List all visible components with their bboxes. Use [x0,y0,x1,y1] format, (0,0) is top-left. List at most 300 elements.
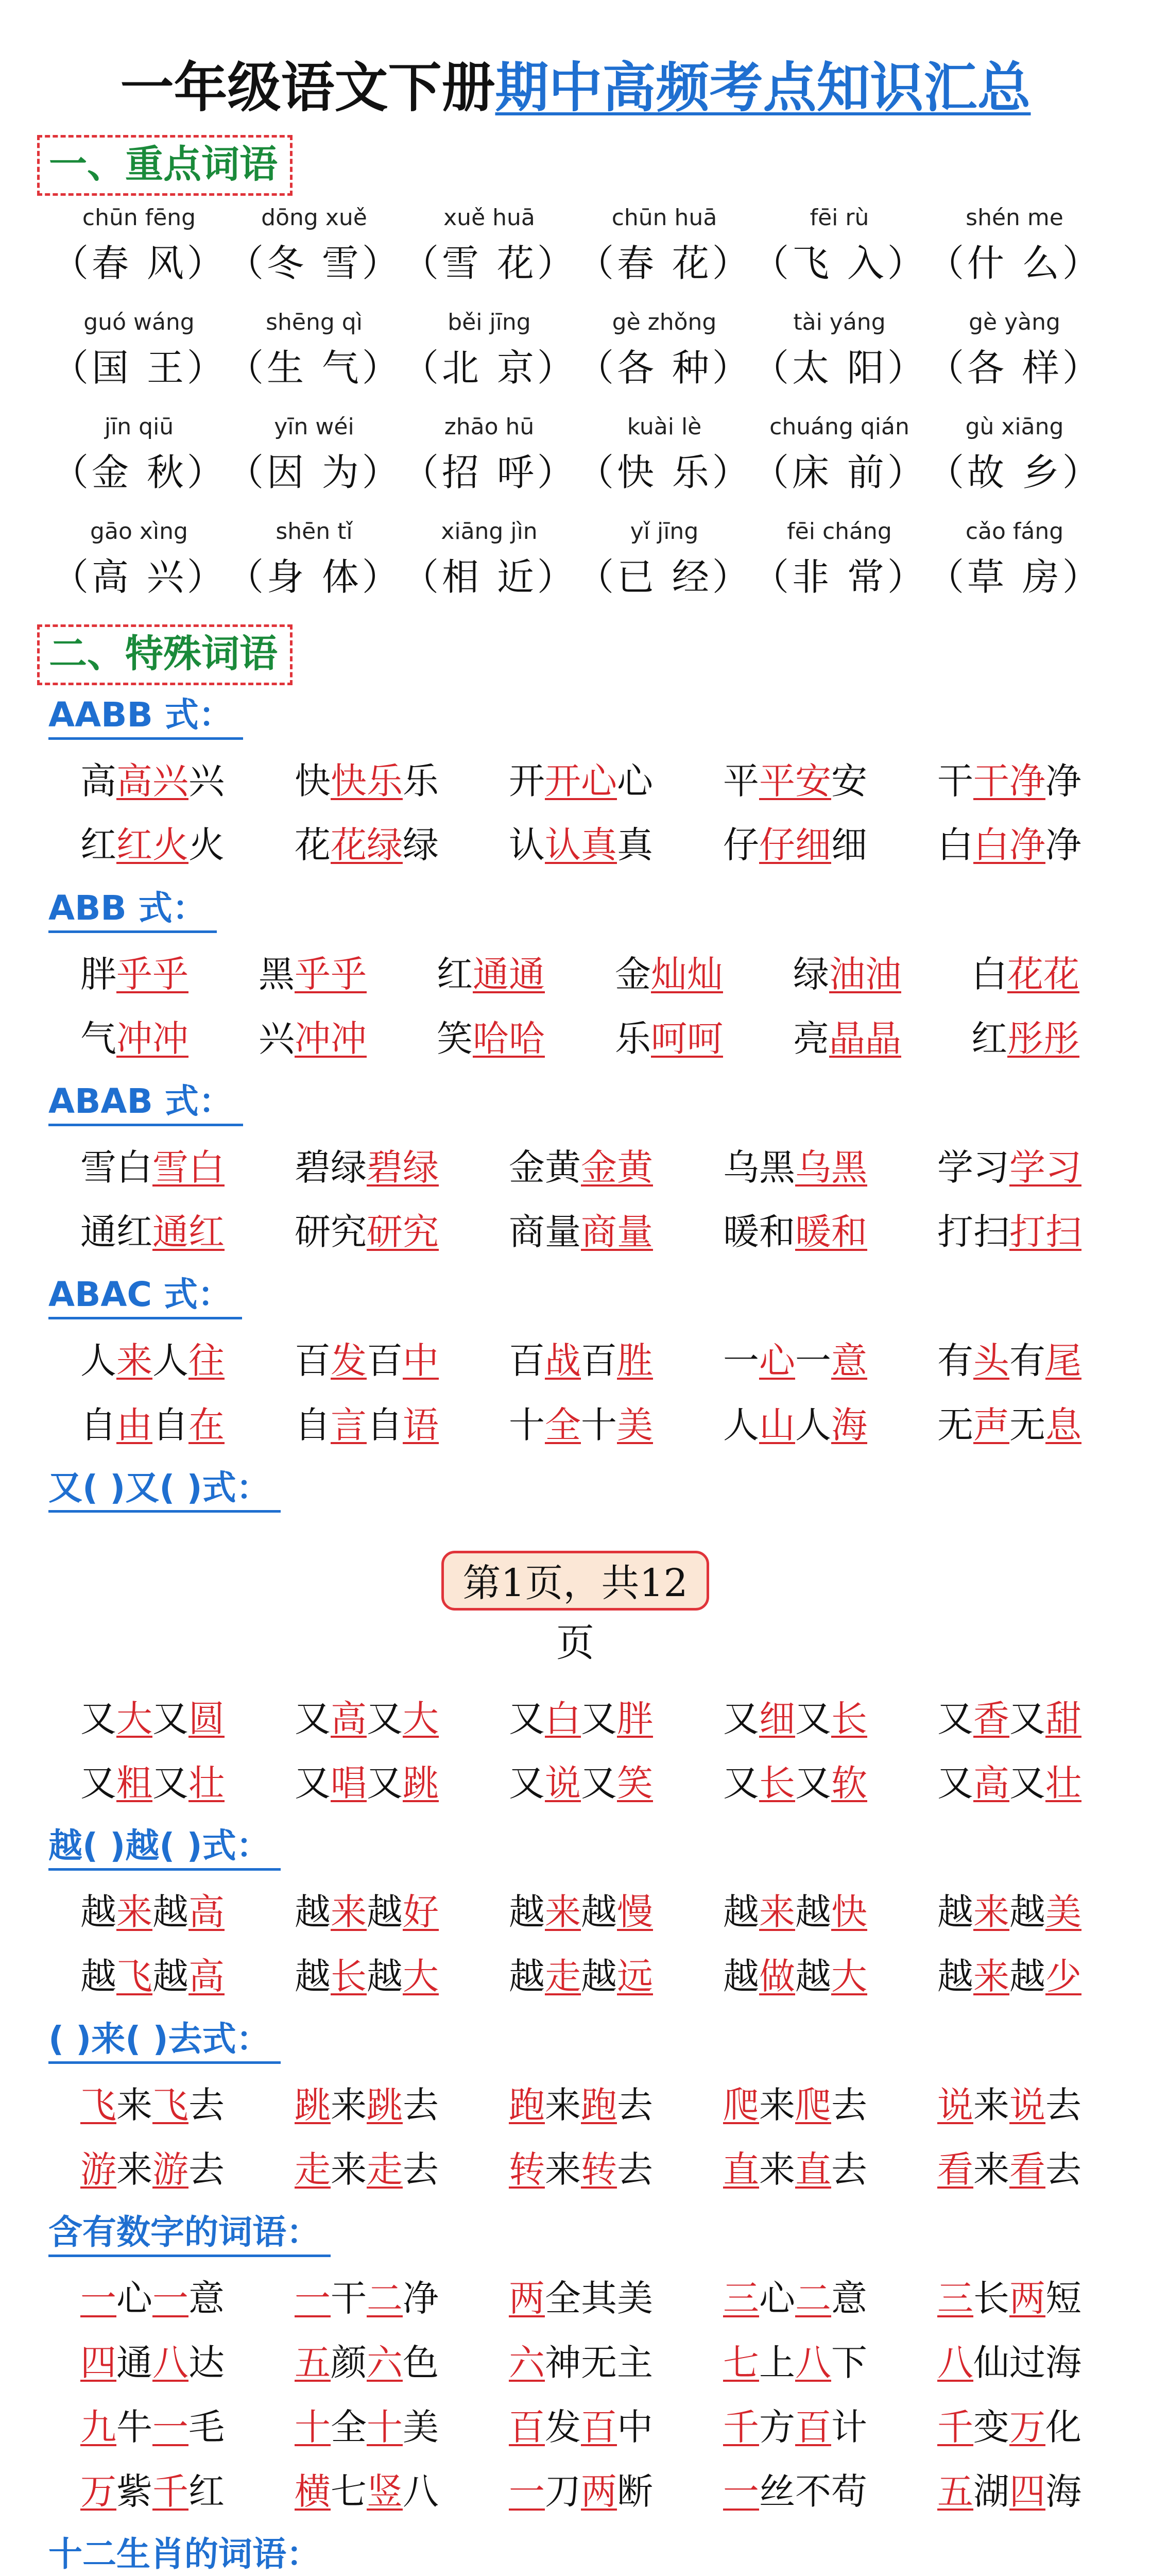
answer-text: 两 [1009,2277,1045,2319]
given-text: 净 [1045,760,1081,802]
answer-text: 笑 [617,1762,653,1804]
word-cell [902,1337,1116,1384]
given-text: 真 [617,824,653,866]
answer-text: 平安 [759,760,831,802]
word-row [45,1759,1116,1807]
word-cell [688,1695,902,1742]
pinyin-cell: shén me [966,205,1063,231]
word-cell [474,2468,688,2515]
given-text: 心 [116,2277,152,2319]
answer-text: 一 [509,2470,545,2513]
given-text: 去 [617,2148,653,2191]
answer-text: 美 [1045,1891,1081,1933]
word-cell [45,1759,260,1807]
answer-text: 说 [937,2084,973,2126]
word-cell: （太 阳） [752,346,927,389]
word-cell [688,1759,902,1807]
given-text: 通 [116,2342,152,2384]
word-cell [580,1015,758,1062]
answer-text: 粗 [116,1762,152,1804]
given-text: 长 [973,2277,1009,2319]
given-text: 越 [795,1955,831,1997]
word-cell [688,1888,902,1936]
pinyin-cell: cǎo fáng [965,518,1064,545]
word-cell [688,1401,902,1449]
given-text: 八 [403,2470,439,2513]
given-text: 去 [188,2148,225,2191]
answer-text: 乎乎 [295,953,367,995]
word-cell [402,951,580,998]
answer-text: 一 [152,2406,188,2448]
answer-text: 三 [723,2277,759,2319]
word-cell [902,2468,1116,2515]
subheading-yue-yue: 越( )越( )式： [48,1824,281,1871]
pinyin-cell: gè zhǒng [612,309,717,335]
answer-text: 大 [116,1698,152,1740]
word-row [45,1337,1116,1384]
given-text: 人 [152,1340,188,1382]
answer-text: 跳 [367,2084,403,2126]
pinyin-cell: yǐ jīng [630,518,699,545]
answer-text: 打扫 [1009,1211,1081,1253]
answer-text: 游 [80,2148,116,2191]
given-text: 越 [937,1891,973,1933]
answer-text: 开心 [545,760,617,802]
given-text: 越 [295,1891,331,1933]
given-text: 丝不苟 [759,2470,867,2513]
given-text: 计 [831,2406,867,2448]
answer-text: 红火 [116,824,188,866]
answer-text: 跳 [295,2084,331,2126]
given-text: 又 [367,1762,403,1804]
given-text: 自 [152,1404,188,1446]
answer-text: 来 [973,1955,1009,1997]
answer-text: 学习 [1009,1146,1081,1189]
word-cell: （冬 雪） [227,242,402,285]
word-cell [758,951,936,998]
answer-text: 花绿 [331,824,403,866]
word-cell [260,1759,474,1807]
given-text: 人 [723,1404,759,1446]
given-text: 花 [295,824,331,866]
given-text: 无 [937,1404,973,1446]
given-text: 又 [295,1698,331,1740]
word-cell [45,951,224,998]
answer-text: 二 [795,2277,831,2319]
answer-text: 呵呵 [651,1018,723,1060]
word-cell [688,1208,902,1256]
given-text: 商量 [509,1211,581,1253]
given-text: 下 [831,2342,867,2384]
answer-text: 爬 [795,2084,831,2126]
answer-text: 飞 [80,2084,116,2126]
word-cell [45,1695,260,1742]
word-cell: （床 前） [752,451,927,494]
given-text: 越 [1009,1891,1045,1933]
answer-text: 全 [545,1404,581,1446]
given-text: 去 [403,2084,439,2126]
answer-text: 山 [759,1404,795,1446]
word-cell [688,2468,902,2515]
given-text: 又 [937,1698,973,1740]
given-text: 干 [331,2277,367,2319]
word-cell [45,2339,260,2386]
word-row [45,2275,1116,2322]
pinyin-cell: yīn wéi [274,414,354,440]
word-cell [902,2339,1116,2386]
given-text: 意 [188,2277,225,2319]
given-text: 乐 [615,1018,651,1060]
word-cell [474,2275,688,2322]
word-cell: （高 兴） [51,555,227,599]
answer-text: 一 [295,2277,331,2319]
word-cell [902,2146,1116,2193]
given-text: 又 [509,1762,545,1804]
pinyin-row [51,413,1102,442]
given-text: 来 [759,2148,795,2191]
pinyin-row [51,517,1102,546]
pinyin-row [51,204,1102,232]
given-text: 越 [723,1955,759,1997]
answer-text: 通通 [473,953,545,995]
answer-text: 五 [937,2470,973,2513]
given-text: 红 [80,824,116,866]
given-text: 来 [545,2084,581,2126]
word-cell [260,2339,474,2386]
given-text: 去 [617,2084,653,2126]
answer-text: 千 [937,2406,973,2448]
word-cell [688,2275,902,2322]
word-cell: （金 秋） [51,451,227,494]
word-row [45,1401,1116,1449]
answer-text: 走 [545,1955,581,1997]
answer-text: 意 [831,1340,867,1382]
word-cell [45,1208,260,1256]
word-cell [474,2339,688,2386]
given-text: 越 [367,1955,403,1997]
given-text: 来 [331,2084,367,2126]
answer-text: 声 [973,1404,1009,1446]
given-text: 来 [973,2084,1009,2126]
given-text: 越 [80,1955,116,1997]
answer-text: 通红 [152,1211,225,1253]
answer-text: 心 [759,1340,795,1382]
answer-text: 万 [80,2470,116,2513]
word-cell [45,1144,260,1191]
given-text: 百 [295,1340,331,1382]
answer-text: 两 [581,2470,617,2513]
given-text: 上 [759,2342,795,2384]
pinyin-cell: gù xiāng [965,414,1064,440]
given-text: 毛 [188,2406,225,2448]
answer-text: 二 [367,2277,403,2319]
given-text: 净 [1045,824,1081,866]
given-text: 又 [723,1762,759,1804]
given-text: 又 [509,1698,545,1740]
word-cell [45,1015,224,1062]
answer-text: 金黄 [581,1146,653,1189]
answer-text: 七 [723,2342,759,2384]
given-text: 净 [403,2277,439,2319]
answer-text: 高 [188,1891,225,1933]
section-heading-special-words: 二、特殊词语 [37,624,293,685]
answer-text: 飞 [152,2084,188,2126]
pinyin-cell: shēn tǐ [276,518,353,545]
answer-text: 来 [331,1891,367,1933]
given-text: 越 [367,1891,403,1933]
given-text: 越 [509,1891,545,1933]
pinyin-cell: guó wáng [83,309,195,335]
subheading-zodiac-words: 十二生肖的词语： [48,2532,331,2576]
answer-text: 乌黑 [795,1146,867,1189]
word-cell [474,1144,688,1191]
given-text: 越 [937,1955,973,1997]
word-row [45,1953,1116,2000]
given-text: 又 [80,1698,116,1740]
word-cell [936,951,1114,998]
answer-text: 由 [116,1404,152,1446]
answer-text: 一 [152,2277,188,2319]
given-text: 发 [545,2406,581,2448]
answer-text: 细 [759,1698,795,1740]
given-text: 美 [403,2406,439,2448]
answer-text: 说 [1009,2084,1045,2126]
answer-text: 九 [80,2406,116,2448]
word-cell: （招 呼） [402,451,577,494]
given-text: 绿 [403,824,439,866]
pinyin-cell: chūn fēng [82,205,196,231]
given-text: 紫 [116,2470,152,2513]
answer-text: 高 [188,1955,225,1997]
word-cell [936,1015,1114,1062]
word-cell [474,2146,688,2193]
word-cell [260,1144,474,1191]
given-text: 红 [188,2470,225,2513]
word-cell [688,757,902,805]
given-text: 认 [509,824,545,866]
given-text: 红 [437,953,473,995]
answer-text: 飞 [116,1955,152,1997]
page-number-1: 第1页，共12页 [441,1551,709,1611]
word-cell [688,1144,902,1191]
given-text: 金 [615,953,651,995]
given-text: 意 [831,2277,867,2319]
answer-text: 高 [331,1698,367,1740]
answer-text: 转 [509,2148,545,2191]
answer-text: 长 [831,1698,867,1740]
word-cell [902,1695,1116,1742]
pinyin-cell: xuě huā [443,205,535,231]
page-title [0,54,1151,121]
answer-text: 胜 [617,1340,653,1382]
answer-text: 千 [152,2470,188,2513]
word-cell [688,1337,902,1384]
word-cell [688,2081,902,2129]
answer-text: 四 [80,2342,116,2384]
subheading-you-you: 又( )又( )式： [48,1466,281,1513]
word-row [45,951,1116,998]
answer-text: 中 [403,1340,439,1382]
answer-text: 壮 [1045,1762,1081,1804]
given-text: 又 [937,1762,973,1804]
word-row [45,2081,1116,2129]
answer-text: 跑 [581,2084,617,2126]
given-text: 心 [759,2277,795,2319]
word-cell [224,951,402,998]
given-text: 百 [367,1340,403,1382]
given-text: 打扫 [937,1211,1009,1253]
word-cell [902,1144,1116,1191]
given-text: 七 [331,2470,367,2513]
given-text: 一 [795,1340,831,1382]
answer-text: 彤彤 [1007,1018,1079,1060]
word-cell [902,1208,1116,1256]
word-cell [688,2146,902,2193]
given-text: 变 [973,2406,1009,2448]
given-text: 黑 [259,953,295,995]
word-cell [45,821,260,869]
given-text: 又 [152,1698,188,1740]
given-text: 仙过海 [973,2342,1081,2384]
given-text: 来 [545,2148,581,2191]
given-text: 兴 [259,1018,295,1060]
answer-text: 壮 [188,1762,225,1804]
word-cell [758,1015,936,1062]
given-text: 自 [80,1404,116,1446]
answer-text: 高 [973,1762,1009,1804]
answer-text: 六 [367,2342,403,2384]
hanzi-row [51,343,1102,393]
given-text: 达 [188,2342,225,2384]
answer-text: 语 [403,1404,439,1446]
word-cell: （什 么） [927,242,1103,285]
word-cell [260,821,474,869]
given-text: 化 [1045,2406,1081,2448]
pinyin-cell: fēi cháng [787,518,892,545]
word-cell [474,1337,688,1384]
given-text: 去 [188,2084,225,2126]
given-text: 乐 [403,760,439,802]
given-text: 越 [723,1891,759,1933]
given-text: 越 [80,1891,116,1933]
given-text: 又 [795,1698,831,1740]
answer-text: 长 [331,1955,367,1997]
word-cell: （北 京） [402,346,577,389]
given-text: 干 [937,760,973,802]
word-cell [474,2403,688,2451]
answer-text: 冲冲 [295,1018,367,1060]
given-text: 来 [116,2148,152,2191]
word-cell [260,1337,474,1384]
given-text: 去 [1045,2084,1081,2126]
word-row [45,1695,1116,1742]
answer-text: 快乐 [331,760,403,802]
given-text: 神无主 [545,2342,653,2384]
answer-text: 六 [509,2342,545,2384]
answer-text: 长 [759,1762,795,1804]
given-text: 高 [80,760,116,802]
given-text: 红 [971,1018,1007,1060]
answer-text: 百 [581,2406,617,2448]
word-cell [902,821,1116,869]
given-text: 中 [617,2406,653,2448]
given-text: 越 [581,1955,617,1997]
word-cell: （非 常） [752,555,927,599]
answer-text: 在 [188,1404,225,1446]
word-row [45,2468,1116,2515]
word-cell: （身 体） [227,555,402,599]
answer-text: 尾 [1045,1340,1081,1382]
subheading-lai-qu: ( )来( )去式： [48,2017,281,2064]
answer-text: 乎乎 [116,953,188,995]
word-cell: （相 近） [402,555,577,599]
answer-text: 胖 [617,1698,653,1740]
word-cell [902,757,1116,805]
subheading-abab: ABAB 式： [48,1079,243,1126]
word-cell [260,2146,474,2193]
answer-text: 爬 [723,2084,759,2126]
answer-text: 八 [152,2342,188,2384]
word-cell [260,1888,474,1936]
answer-text: 万 [1009,2406,1045,2448]
given-text: 又 [581,1762,617,1804]
answer-text: 来 [759,1891,795,1933]
answer-text: 千 [723,2406,759,2448]
word-cell: （故 乡） [927,451,1103,494]
answer-text: 研究 [367,1211,439,1253]
given-text: 百 [509,1340,545,1382]
answer-text: 看 [1009,2148,1045,2191]
word-cell [902,1759,1116,1807]
word-cell [474,1695,688,1742]
word-cell [260,757,474,805]
given-text: 火 [188,824,225,866]
given-text: 细 [831,824,867,866]
answer-text: 来 [116,1891,152,1933]
word-cell [402,1015,580,1062]
answer-text: 头 [973,1340,1009,1382]
word-cell [260,2081,474,2129]
answer-text: 八 [795,2342,831,2384]
word-cell [45,1337,260,1384]
answer-text: 直 [723,2148,759,2191]
answer-text: 灿灿 [651,953,723,995]
given-text: 有 [937,1340,973,1382]
given-text: 无 [1009,1404,1045,1446]
word-cell [902,1888,1116,1936]
pinyin-cell: fēi rù [810,205,869,231]
word-cell [474,821,688,869]
given-text: 通红 [80,1211,152,1253]
word-cell [474,1401,688,1449]
section-heading-key-words: 一、重点词语 [37,135,293,196]
answer-text: 商量 [581,1211,653,1253]
given-text: 来 [973,2148,1009,2191]
given-text: 快 [295,760,331,802]
answer-text: 晶晶 [829,1018,901,1060]
answer-text: 一 [80,2277,116,2319]
answer-text: 花花 [1007,953,1079,995]
word-cell: （生 气） [227,346,402,389]
answer-text: 游 [152,2148,188,2191]
word-cell [260,2403,474,2451]
answer-text: 竖 [367,2470,403,2513]
answer-text: 四 [1009,2470,1045,2513]
word-cell: （飞 入） [752,242,927,285]
answer-text: 高兴 [116,760,188,802]
given-text: 心 [617,760,653,802]
given-text: 百 [581,1340,617,1382]
